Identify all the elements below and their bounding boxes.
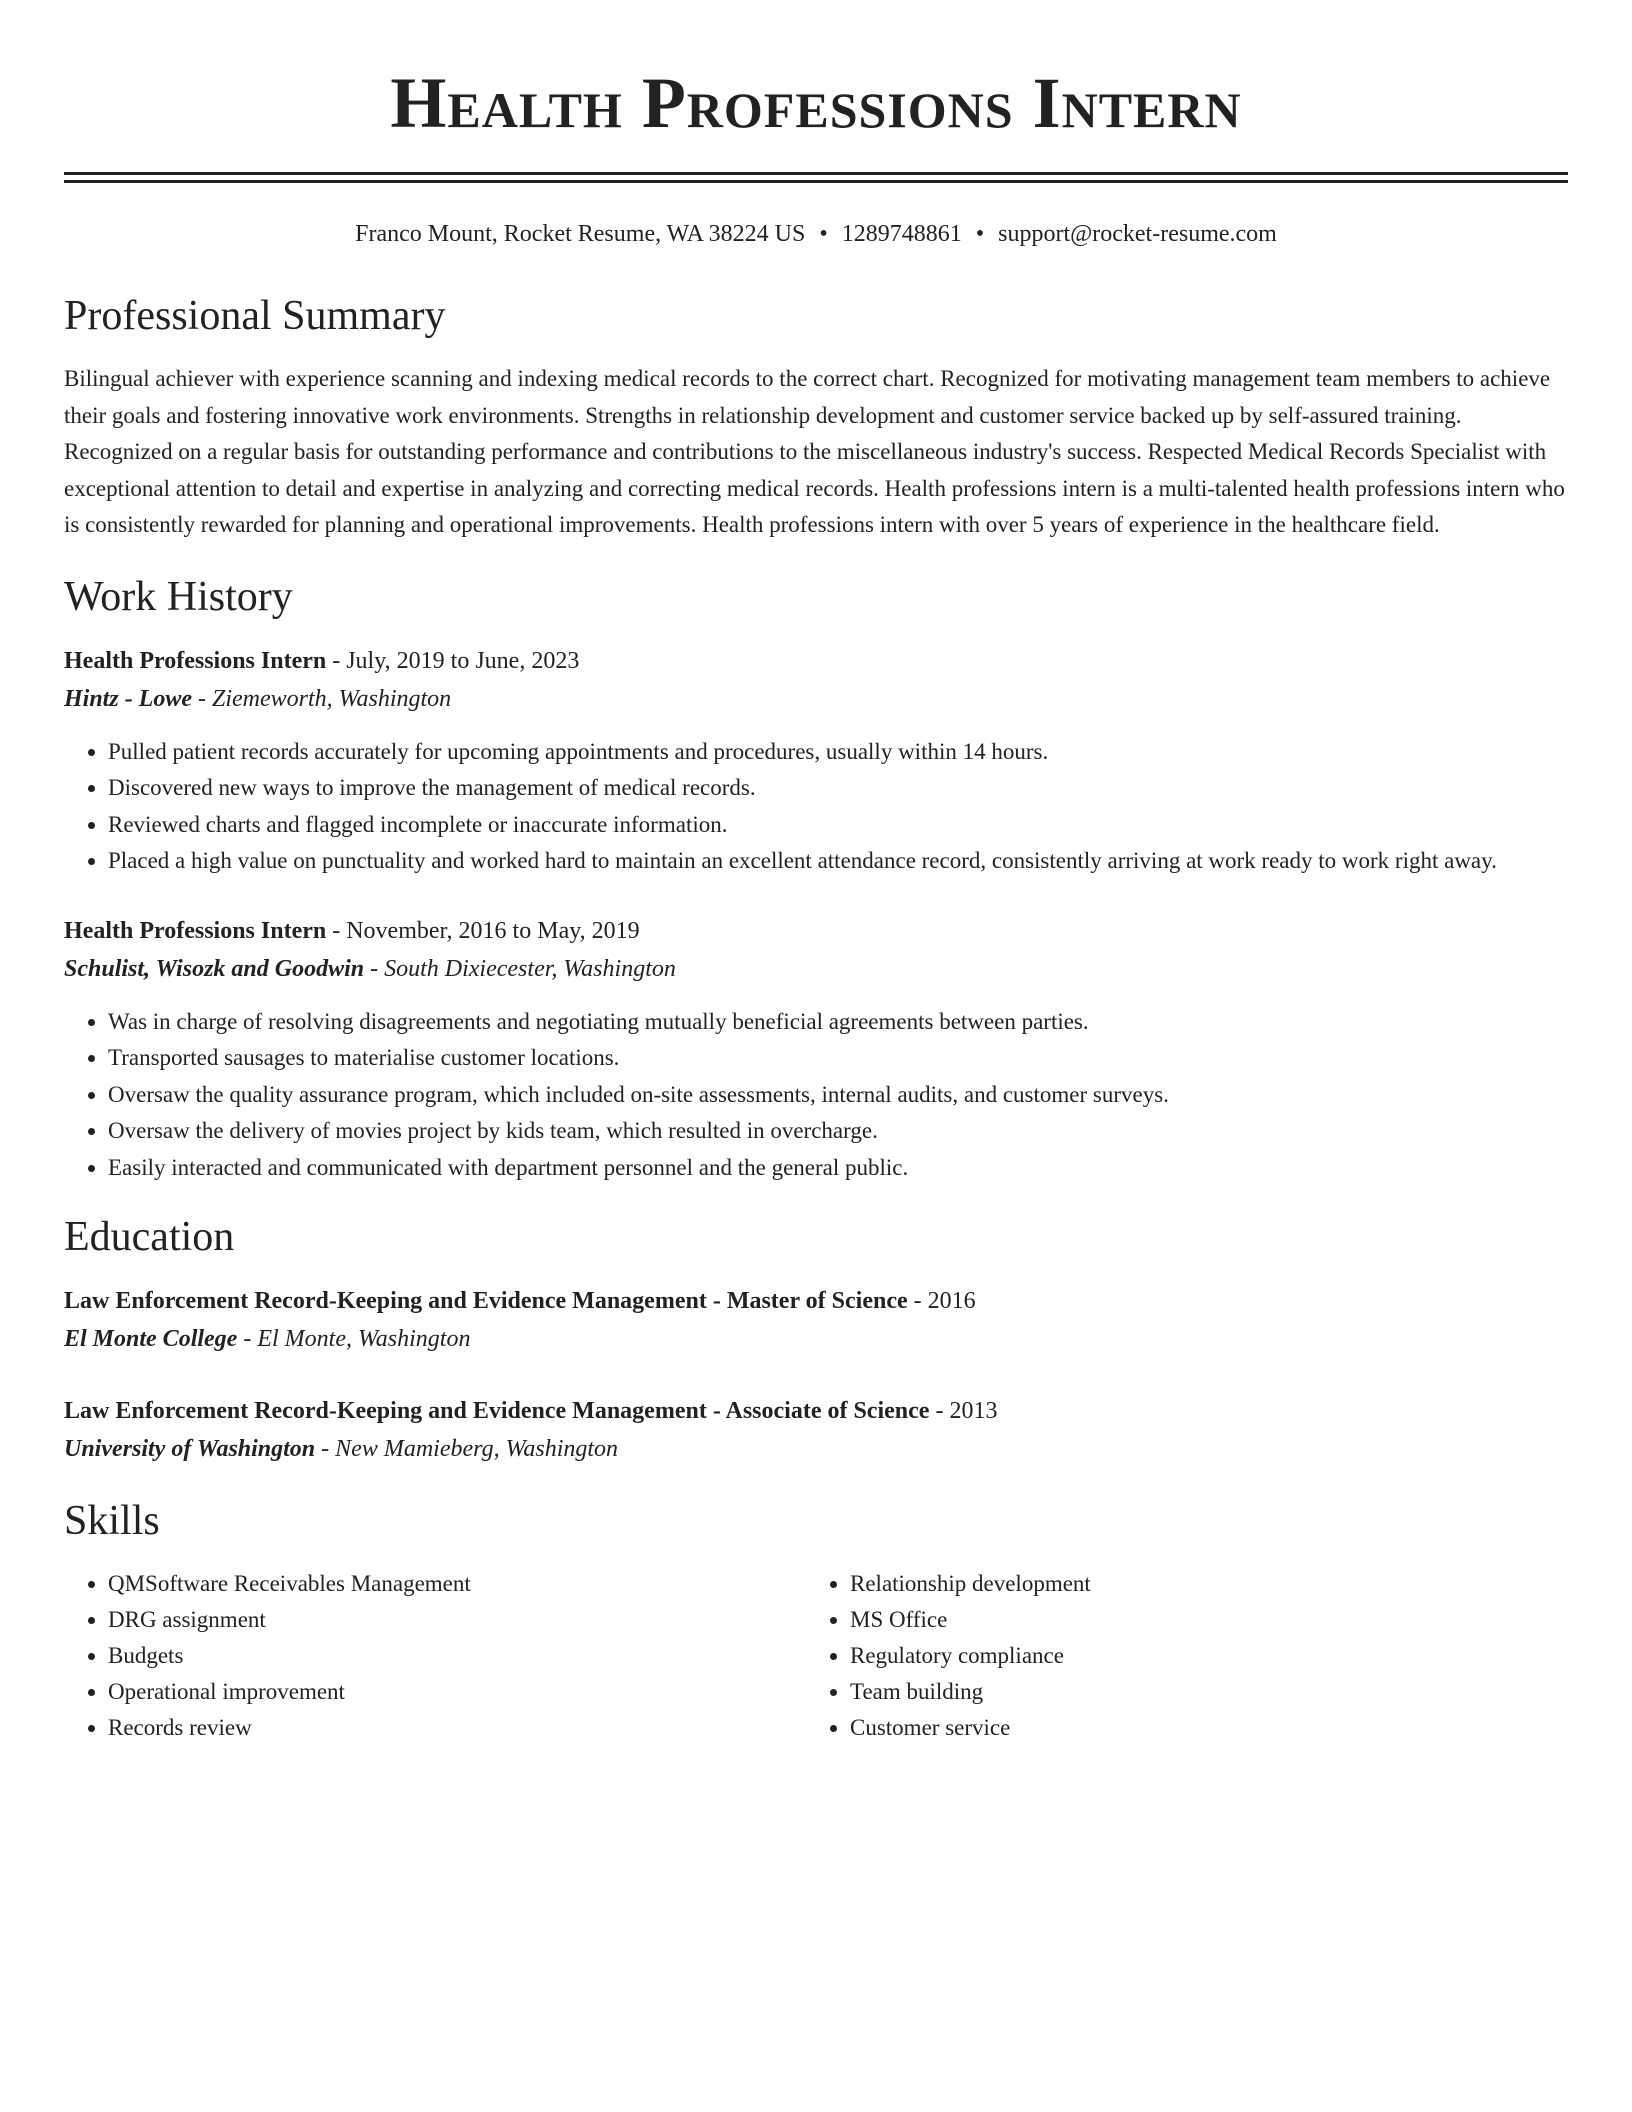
skills-left-column — [64, 1566, 806, 1746]
job-title-line: Health Professions Intern - November, 2016 to May, 2019 — [64, 917, 640, 944]
skills-columns — [64, 1566, 1568, 1746]
education-degree-line: Law Enforcement Record-Keeping and Evidence Management - Master of Science - 2016 — [64, 1288, 976, 1314]
skills-section — [64, 1496, 1568, 1746]
job-company: Schulist, Wisozk and Goodwin — [64, 955, 365, 982]
summary-text: Bilingual achiever with experience scanning and indexing medical records to the correct chart. Recognized for motivating management team members to achieve their goals and fostering innovative work environments. Strengths in relationship development and customer service backed up by self-assured training. Recognized on a regular basis for outstanding performance and contributions to the miscellaneous industry's success. Respected Medical Records Specialist with exceptional attention to detail and expertise in analyzing and correcting medical records. Health professions intern is a multi-talented health professions intern who is consistently rewarded for planning and operational improvements. Health professions intern with over 5 years of experience in the healthcare field. — [64, 366, 1565, 537]
job-bullet: • Placed a high value on punctuality and worked hard to maintain an excellent attendance record, consistently arriving at work ready to work right away. — [108, 843, 1568, 880]
education-year: 2013 — [949, 1398, 998, 1424]
job-bullet: • Oversaw the quality assurance program, which included on-site assessments, internal audits, and customer surveys. — [108, 1077, 1568, 1114]
contact-address: Franco Mount, Rocket Resume, WA 38224 US — [355, 221, 806, 247]
contact-phone: 1289748861 — [841, 221, 962, 247]
skill-item: • Team building — [850, 1674, 1548, 1710]
job-company-line: Schulist, Wisozk and Goodwin - South Dixiecester, Washington — [64, 955, 676, 982]
job-bullet: • Oversaw the delivery of movies project by kids team, which resulted in overcharge. — [108, 1113, 1568, 1150]
job-bullets — [64, 1004, 1568, 1187]
resume-title: Health Professions Intern — [390, 63, 1242, 143]
job-location: South Dixiecester, Washington — [384, 955, 676, 982]
contact-separator: • — [975, 221, 985, 247]
education-school-line: University of Washington - New Mamieberg, Washington — [64, 1436, 619, 1462]
education-location: El Monte, Washington — [257, 1326, 471, 1352]
job-bullet: • Transported sausages to materialise customer locations. — [108, 1040, 1568, 1077]
job-dates: November, 2016 to May, 2019 — [346, 917, 640, 944]
job-bullet: • Was in charge of resolving disagreements and negotiating mutually beneficial agreements between parties. — [108, 1004, 1568, 1041]
title-double-rule — [64, 172, 1568, 183]
job-company-line: Hintz - Lowe - Ziemeworth, Washington — [64, 685, 452, 712]
contact-email: support@rocket-resume.com — [998, 221, 1277, 247]
skill-item: • DRG assignment — [108, 1602, 806, 1638]
education-year: 2016 — [927, 1288, 976, 1314]
education-entry — [64, 1392, 1568, 1468]
education-degree-line: Law Enforcement Record-Keeping and Evidence Management - Associate of Science - 2013 — [64, 1398, 998, 1424]
education-degree: Law Enforcement Record-Keeping and Evidence Management - Associate of Science — [64, 1398, 930, 1424]
skills-right-column — [806, 1566, 1548, 1746]
skills-heading: Skills — [64, 1498, 160, 1544]
job-company: Hintz - Lowe — [64, 685, 193, 712]
job-bullet: • Reviewed charts and flagged incomplete or inaccurate information. — [108, 807, 1568, 844]
job-title-line: Health Professions Intern - July, 2019 to June, 2023 — [64, 647, 580, 674]
job-entry — [64, 912, 1568, 1187]
skill-item: • MS Office — [850, 1602, 1548, 1638]
skill-item: • Operational improvement — [108, 1674, 806, 1710]
job-bullet: • Pulled patient records accurately for upcoming appointments and procedures, usually within 14 hours. — [108, 734, 1568, 771]
skill-item: • Regulatory compliance — [850, 1638, 1548, 1674]
skill-item: • Records review — [108, 1710, 806, 1746]
job-entry — [64, 642, 1568, 880]
skill-item: • QMSoftware Receivables Management — [108, 1566, 806, 1602]
education-heading: Education — [64, 1214, 235, 1260]
skill-item: • Budgets — [108, 1638, 806, 1674]
job-title: Health Professions Intern — [64, 647, 327, 674]
contact-separator: • — [819, 221, 828, 247]
education-entry — [64, 1282, 1568, 1358]
education-school: El Monte College — [64, 1326, 238, 1352]
education-school: University of Washington — [64, 1436, 316, 1462]
education-section — [64, 1212, 1568, 1468]
job-location: Ziemeworth, Washington — [212, 685, 452, 712]
skill-item: • Relationship development — [850, 1566, 1548, 1602]
education-school-line: El Monte College - El Monte, Washington — [64, 1326, 471, 1352]
work-history-section — [64, 572, 1568, 1187]
contact-line — [64, 217, 1568, 251]
job-bullets — [64, 734, 1568, 880]
job-bullet: • Easily interacted and communicated with department personnel and the general public. — [108, 1150, 1568, 1187]
education-degree: Law Enforcement Record-Keeping and Evidence Management - Master of Science — [64, 1288, 908, 1314]
summary-section — [64, 291, 1568, 544]
job-title: Health Professions Intern — [64, 917, 327, 944]
education-location: New Mamieberg, Washington — [335, 1436, 619, 1462]
summary-heading: Professional Summary — [64, 293, 446, 339]
job-dates: July, 2019 to June, 2023 — [346, 647, 580, 674]
job-bullet: • Discovered new ways to improve the management of medical records. — [108, 770, 1568, 807]
skill-item: • Customer service — [850, 1710, 1548, 1746]
work-history-heading: Work History — [64, 573, 293, 620]
